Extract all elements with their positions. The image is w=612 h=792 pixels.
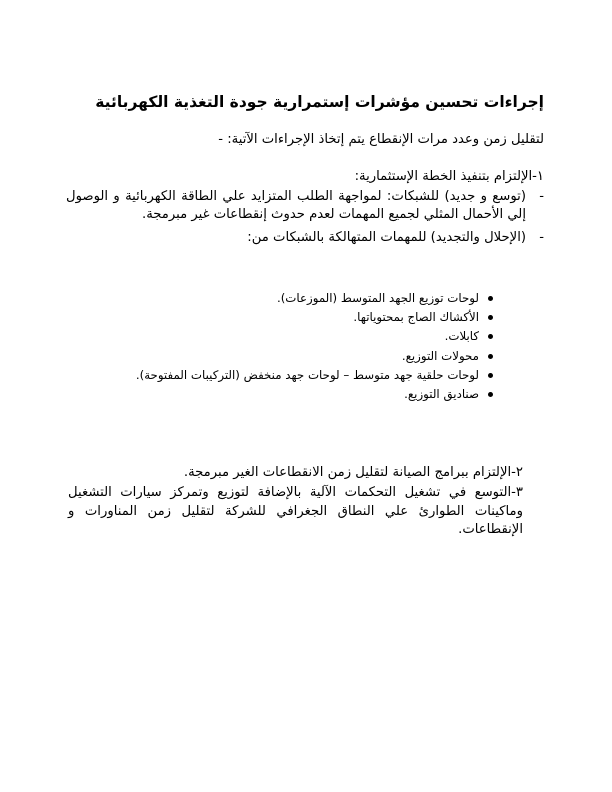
bullet-item <box>30 308 495 327</box>
bullet-dot-icon <box>488 315 493 320</box>
bullet-text: الأكشاك الصاج بمحتوياتها. <box>353 310 479 325</box>
bullet-item <box>30 347 495 366</box>
numbered-item-3: ٣-التوسع في تشغيل التحكمات الآلية بالإضافة لتوزيع وتمركز سيارات التشغيل وماكينات الطوارئ علي النطاق الجغرافي للشركة لتقليل زمن المناورات و الإنقطاعات. <box>68 485 523 538</box>
dash-list-item <box>66 229 544 247</box>
bullet-text: لوحات حلقية جهد متوسط – لوحات جهد منخفض (التركيبات المفتوحة). <box>135 367 479 382</box>
bullet-text: صناديق التوزيع. <box>404 387 479 402</box>
dash-item-text: (الإحلال والتجديد) للمهمات المتهالكة بالشبكات من: <box>247 229 526 245</box>
bullet-dot-icon <box>488 334 493 339</box>
dash-marker: - <box>539 229 544 245</box>
bullet-dot-icon <box>488 373 493 378</box>
bullet-text: لوحات توزيع الجهد المتوسط (الموزعات). <box>276 291 479 305</box>
bullet-dot-icon <box>488 392 493 397</box>
bullet-item <box>30 385 495 404</box>
bullet-text: كابلات. <box>444 329 479 344</box>
bullet-dot-icon <box>488 296 493 301</box>
document-title: إجراءات تحسين مؤشرات إستمرارية جودة التغذية الكهربائية <box>95 93 544 111</box>
bullet-list <box>30 289 495 404</box>
bullet-dot-icon <box>488 354 493 359</box>
dash-list-item <box>66 188 544 225</box>
bullet-item <box>30 289 495 308</box>
bullet-item <box>30 366 495 385</box>
bullet-text: محولات التوزيع. <box>401 348 479 363</box>
numbered-item-2: ٢-الإلتزام ببرامج الصيانة لتقليل زمن الانقطاعات الغير مبرمجة. <box>183 465 523 480</box>
dash-list <box>66 188 544 247</box>
numbered-item-1: ١-الإلتزام بتنفيذ الخطة الإستثمارية: <box>354 169 544 184</box>
bullet-item <box>30 327 495 346</box>
dash-item-text: (توسع و جديد) للشبكات: لمواجهة الطلب المتزايد علي الطاقة الكهربائية و الوصول إلي الأحمال المثلي لجميع المهمات لعدم حدوث إنقطاعات غير مبرمجة. <box>66 189 526 223</box>
dash-marker: - <box>539 189 544 204</box>
intro-paragraph: لتقليل زمن وعدد مرات الإنقطاع يتم إتخاذ الإجراءات الآتية: - <box>218 132 544 147</box>
